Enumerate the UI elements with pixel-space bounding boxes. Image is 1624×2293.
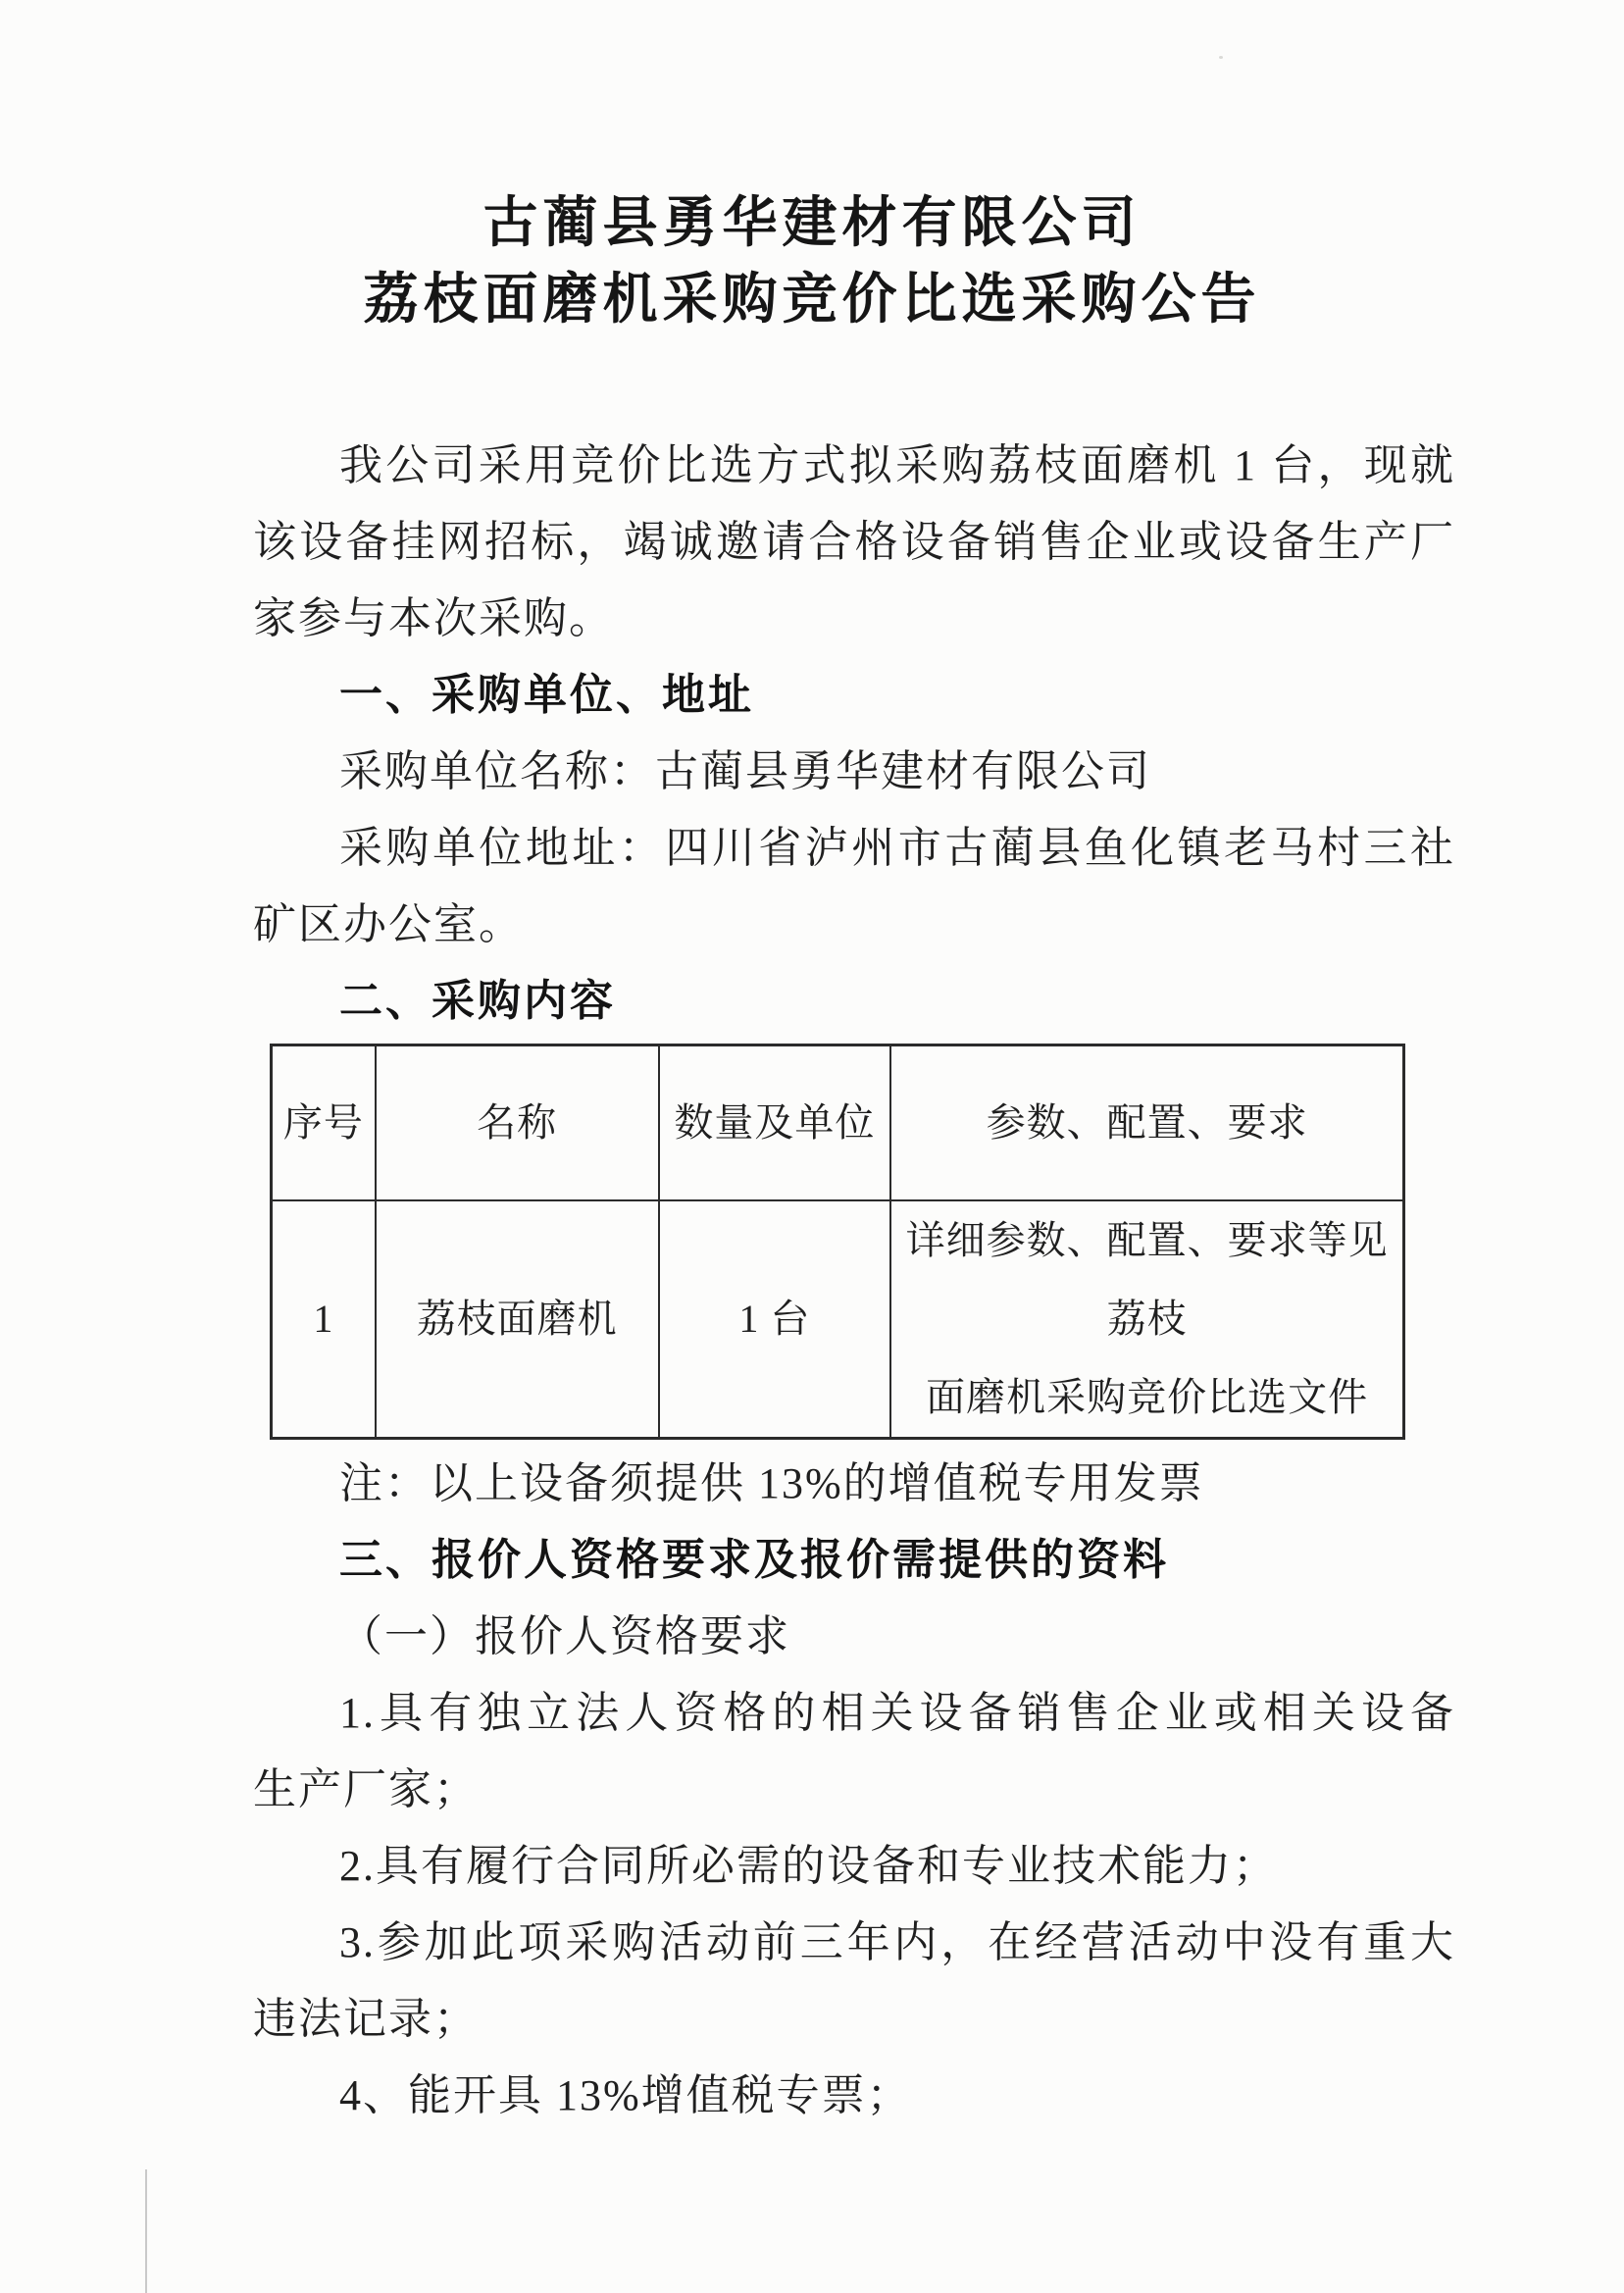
buyer-address-line-1: 采购单位地址：四川省泸州市古蔺县鱼化镇老马村三社	[339, 824, 1455, 872]
intro-line-3: 家参与本次采购。	[253, 594, 614, 642]
table-row	[272, 1200, 1404, 1439]
buyer-name-line: 采购单位名称：古蔺县勇华建材有限公司	[339, 747, 1151, 795]
section-3-subheading: （一）报价人资格要求	[339, 1611, 790, 1660]
table-header-row	[272, 1045, 1404, 1200]
table-cell-params-line-1: 详细参数、配置、要求等见荔枝	[905, 1217, 1389, 1341]
document-body	[253, 428, 1455, 2134]
document-title	[0, 0, 1624, 337]
table-cell-params-line-2: 面磨机采购竞价比选文件	[926, 1374, 1369, 1419]
qualification-item-4: 4、能开具 13%增值税专票；	[339, 2070, 912, 2119]
table-cell-name: 荔枝面磨机	[376, 1200, 659, 1439]
table-note: 注：以上设备须提供 13%的增值税专用发票	[339, 1458, 1204, 1507]
section-2-heading: 二、采购内容	[339, 977, 616, 1025]
qualification-item-1-line-2: 生产厂家；	[253, 1764, 479, 1813]
intro-line-2: 该设备挂网招标，竭诚邀请合格设备销售企业或设备生产厂	[253, 518, 1455, 566]
table-cell-seq: 1	[272, 1200, 376, 1439]
table-cell-params	[890, 1200, 1403, 1439]
qualification-item-3-line-2: 违法记录；	[253, 1994, 479, 2043]
table-header-name: 名称	[376, 1045, 659, 1200]
qualification-item-3-line-1: 3.参加此项采购活动前三年内，在经营活动中没有重大	[339, 1917, 1455, 1966]
scan-edge-artifact	[145, 2169, 147, 2293]
title-line-2: 荔枝面磨机采购竞价比选采购公告	[363, 268, 1261, 330]
section-3-heading: 三、报价人资格要求及报价需提供的资料	[339, 1535, 1169, 1584]
buyer-address-line-2: 矿区办公室。	[253, 900, 524, 948]
qualification-item-2: 2.具有履行合同所必需的设备和专业技术能力；	[339, 1841, 1278, 1890]
section-1-heading: 一、采购单位、地址	[339, 671, 754, 719]
title-line-1: 古蔺县勇华建材有限公司	[482, 191, 1142, 253]
table-header-params: 参数、配置、要求	[890, 1045, 1403, 1200]
intro-line-1: 我公司采用竞价比选方式拟采购荔枝面磨机 1 台，现就	[339, 441, 1455, 489]
scan-speck-artifact	[1219, 56, 1223, 59]
table-cell-quantity: 1 台	[659, 1200, 891, 1439]
qualification-item-1-line-1: 1.具有独立法人资格的相关设备销售企业或相关设备	[339, 1688, 1455, 1737]
procurement-items-table	[270, 1044, 1405, 1440]
table-header-seq: 序号	[272, 1045, 376, 1200]
table-header-quantity: 数量及单位	[659, 1045, 891, 1200]
